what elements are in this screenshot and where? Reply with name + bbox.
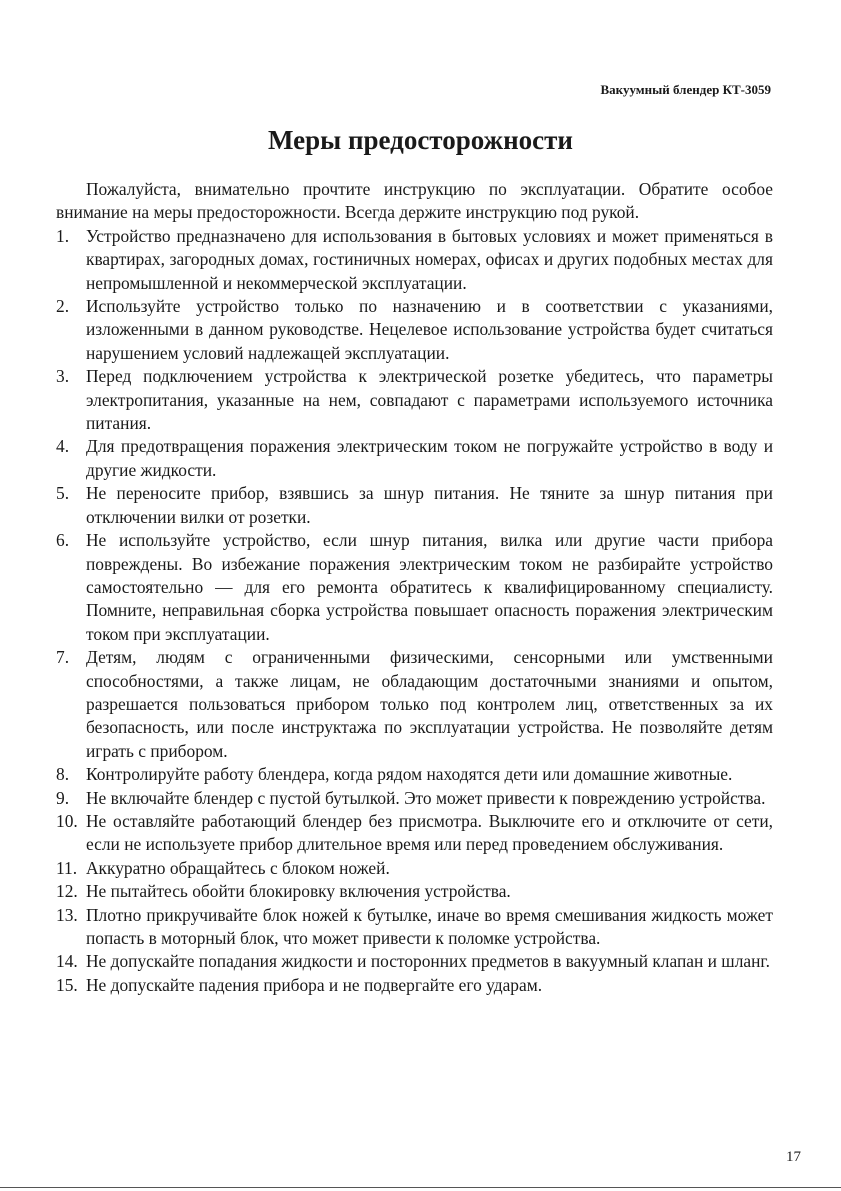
intro-paragraph: Пожалуйста, внимательно прочтите инструкцию по эксплуатации. Обратите особое внимание на меры предосторожности. Всегда держите инструкцию под рукой. (56, 179, 773, 223)
list-item-number: 8. (56, 764, 70, 785)
list-item-number: 10. (56, 810, 78, 831)
list-item-number: 15. (56, 974, 78, 995)
list-item (56, 435, 773, 482)
list-item (56, 763, 773, 786)
list-item-number: 6. (56, 530, 70, 551)
list-item (56, 787, 773, 810)
list-item-text: Не включайте блендер с пустой бутылкой. Это может привести к повреждению устройства. (86, 787, 766, 808)
list-item-text: Детям, людям с ограниченными физическими, сенсорными или умственными способностями, а также лицам, не обладающим достаточными знаниями и опытом, разрешается пользоваться прибором только под контролем лиц, ответственных за их безопасность, или после инструктажа по эксплуатации устройства. Не позволяйте детям играть с прибором. (86, 647, 773, 761)
list-item-text: Не оставляйте работающий блендер без присмотра. Выключите его и отключите от сети, если не используете прибор длительное время или перед проведением обслуживания. (86, 810, 773, 855)
list-item (56, 365, 773, 435)
page-number: 17 (786, 1149, 801, 1165)
list-item (56, 857, 773, 880)
safety-content (56, 178, 773, 997)
list-item (56, 529, 773, 646)
list-item-number: 7. (56, 647, 70, 668)
list-item-number: 3. (56, 366, 70, 387)
running-header: Вакуумный блендер КТ-3059 (600, 82, 771, 97)
list-item (56, 295, 773, 365)
list-item (56, 880, 773, 903)
list-item-number: 9. (56, 787, 70, 808)
list-item (56, 225, 773, 295)
list-item (56, 904, 773, 951)
list-item-text: Не допускайте падения прибора и не подвергайте его ударам. (86, 974, 543, 995)
list-item-number: 11. (56, 857, 78, 878)
list-item-text: Аккуратно обращайтесь с блоком ножей. (86, 857, 390, 878)
list-item-number: 12. (56, 881, 78, 902)
list-item-number: 4. (56, 436, 70, 457)
list-item-text: Не пытайтесь обойти блокировку включения устройства. (86, 881, 511, 902)
list-item (56, 974, 773, 997)
list-item-text: Плотно прикручивайте блок ножей к бутылке, иначе во время смешивания жидкость может попасть в моторный блок, что может привести к поломке устройства. (86, 904, 773, 948)
list-item-text: Не допускайте попадания жидкости и посторонних предметов в вакуумный клапан и шланг. (86, 951, 770, 972)
bottom-divider (0, 1187, 841, 1188)
page-title: Меры предосторожности (268, 125, 573, 155)
list-item-number: 13. (56, 904, 78, 925)
list-item-number: 1. (56, 225, 70, 246)
list-item (56, 810, 773, 857)
list-item-number: 14. (56, 951, 78, 972)
precautions-list (56, 225, 773, 997)
list-item-text: Не используйте устройство, если шнур питания, вилка или другие части прибора повреждены. Во избежание поражения электрическим током не разбирайте устройство самостоятельно — для его ремонта обратитесь к квалифицированному специалисту. Помните, неправильная сборка устройства повышает опасность поражения электрическим током при эксплуатации. (86, 530, 773, 644)
list-item (56, 950, 773, 973)
list-item-text: Не переносите прибор, взявшись за шнур питания. Не тяните за шнур питания при отключении вилки от розетки. (86, 483, 773, 527)
list-item (56, 646, 773, 763)
list-item-number: 2. (56, 296, 70, 317)
list-item-text: Устройство предназначено для использования в бытовых условиях и может применяться в квартирах, загородных домах, гостиничных номерах, офисах и других подобных местах для непромышленной и некоммерческой эксплуатации. (86, 225, 773, 293)
list-item-number: 5. (56, 483, 70, 504)
list-item (56, 482, 773, 529)
list-item-text: Перед подключением устройства к электрической розетке убедитесь, что параметры электропитания, указанные на нем, совпадают с параметрами используемого источника питания. (86, 366, 773, 434)
list-item-text: Контролируйте работу блендера, когда рядом находятся дети или домашние животные. (86, 764, 733, 785)
list-item-text: Используйте устройство только по назначению и в соответствии с указаниями, изложенными в данном руководстве. Нецелевое использование устройства будет считаться нарушением условий надлежащей эксплуатации. (86, 296, 773, 363)
list-item-text: Для предотвращения поражения электрическим током не погружайте устройство в воду и другие жидкости. (86, 436, 773, 480)
